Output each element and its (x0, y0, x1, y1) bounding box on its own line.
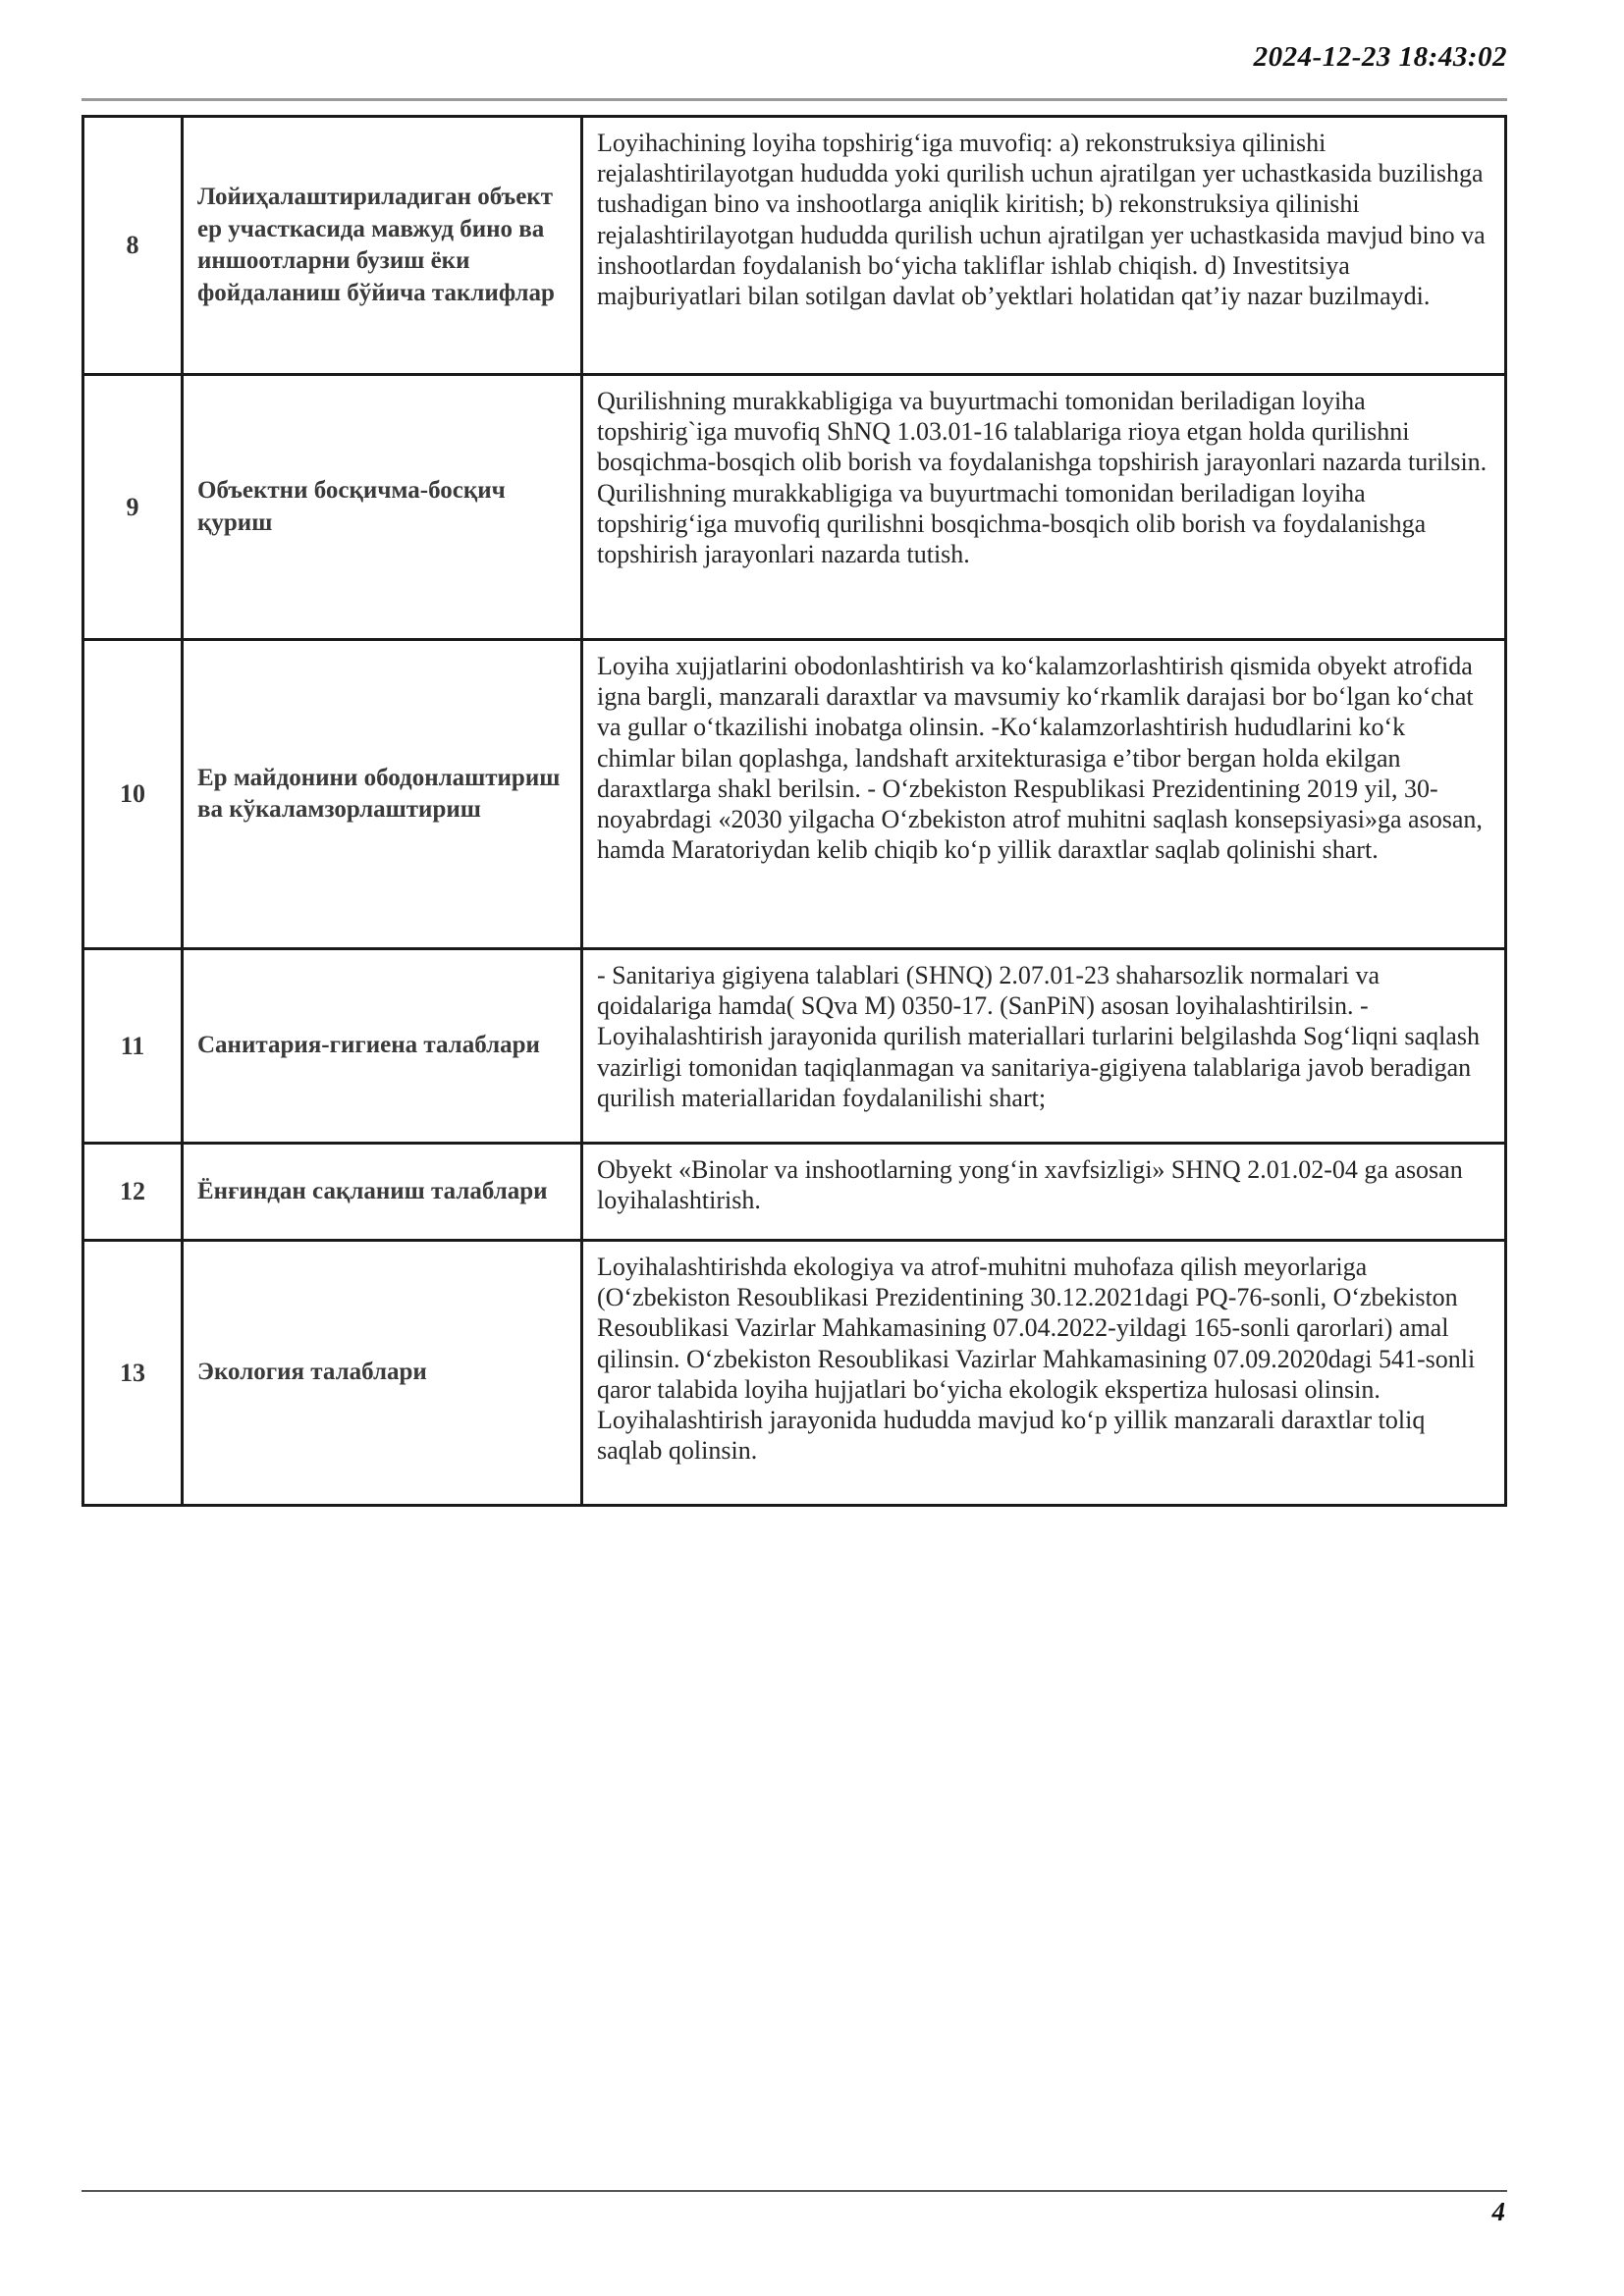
row-title: Лойиҳалаштириладиган объект ер участкасида мавжуд бино ва иншоотларни бузиш ёки фойдаланиш бўйича таклифлар (183, 117, 582, 375)
row-number: 12 (83, 1144, 183, 1241)
row-number: 11 (83, 949, 183, 1144)
row-content: Loyiha xujjatlarini obodonlashtirish va koʻkalamzorlashtirish qismida obyekt atrofida igna bargli, manzarali daraxtlar va mavsumiy koʻrkamlik darajasi bor boʻlgan koʻchat va gullar oʻtkazilishi inobatga olinsin. -Koʻkalamzorlashtirish hududlarini koʻk chimlar bilan qoplashga, landshaft arxitekturasiga e’tibor bergan holda ekilgan daraxtlarga shakl berilsin. - Oʻzbekiston Respublikasi Prezidentining 2019 yil, 30-noyabrdagi «2030 yilgacha Oʻzbekiston atrof muhitni saqlash konsepsiyasi»ga asosan, hamda Maratoriydan kelib chiqib koʻp yillik daraxtlar saqlab qolinishi shart. (582, 640, 1506, 949)
row-content: Qurilishning murakkabligiga va buyurtmachi tomonidan beriladigan loyiha topshirig`iga muvofiq ShNQ 1.03.01-16 talablariga rioya etgan holda qurilishni bosqichma-bosqich olib borish va foydalanishga topshirish jarayonlari nazarda turilsin. Qurilishning murakkabligiga va buyurtmachi tomonidan beriladigan loyiha topshirigʻiga muvofiq qurilishni bosqichma-bosqich olib borish va foydalanishga topshirish jarayonlari nazarda tutish. (582, 375, 1506, 640)
row-content: Loyihachining loyiha topshirigʻiga muvofiq: a) rekonstruksiya qilinishi rejalashtirilayotgan hududda yoki qurilish uchun ajratilgan yer uchastkasida buzilishga tushadigan bino va inshootlarga aniqlik kiritish; b) rekonstruksiya qilinishi rejalashtirilayotgan hududda qurilish uchun ajratilgan yer uchastkasida mavjud bino va inshootlardan foydalanish boʻyicha takliflar ishlab chiqish. d) Investitsiya majburiyatlari bilan sotilgan davlat ob’yektlari holatidan qat’iy nazar buzilmaydi. (582, 117, 1506, 375)
table-row (83, 949, 1506, 1144)
table-row (83, 117, 1506, 375)
requirements-table (81, 115, 1507, 1507)
row-title: Санитария-гигиена талаблари (183, 949, 582, 1144)
row-content: Loyihalashtirishda ekologiya va atrof-muhitni muhofaza qilish meyorlariga (Oʻzbekiston Resoublikasi Prezidentining 30.12.2021dagi PQ-76-sonli, Oʻzbekiston Resoublikasi Vazirlar Mahkamasining 07.04.2022-yildagi 165-sonli qarorlari) amal qilinsin. Oʻzbekiston Resoublikasi Vazirlar Mahkamasining 07.09.2020dagi 541-sonli qaror talabida loyiha hujjatlari boʻyicha ekologik ekspertiza hulosasi olinsin. Loyihalashtirish jarayonida hududda mavjud koʻp yillik manzarali daraxtlar toliq saqlab qolinsin. (582, 1241, 1506, 1506)
row-content: - Sanitariya gigiyena talablari (SHNQ) 2.07.01-23 shaharsozlik normalari va qoidalariga hamda( SQva M) 0350-17. (SanPiN) asosan loyihalashtirilsin. - Loyihalashtirish jarayonida qurilish materiallari turlarini belgilashda Sogʻliqni saqlash vazirligi tomonidan taqiqlanmagan va sanitariya-gigiyena talablariga javob beradigan qurilish materiallaridan foydalanilishi shart; (582, 949, 1506, 1144)
table-row (83, 1144, 1506, 1241)
table-row (83, 375, 1506, 640)
row-content: Obyekt «Binolar va inshootlarning yongʻin xavfsizligi» SHNQ 2.01.02-04 ga asosan loyihalashtirish. (582, 1144, 1506, 1241)
row-title: Ер майдонини ободонлаштириш ва кўкаламзорлаштириш (183, 640, 582, 949)
header-timestamp: 2024-12-23 18:43:02 (1253, 41, 1507, 73)
row-number: 9 (83, 375, 183, 640)
row-title: Объектни босқичма-босқич қуриш (183, 375, 582, 640)
row-number: 10 (83, 640, 183, 949)
footer-rule (81, 2190, 1507, 2192)
table-row (83, 640, 1506, 949)
page-number: 4 (1491, 2197, 1505, 2226)
row-number: 13 (83, 1241, 183, 1506)
header-rule (81, 98, 1507, 101)
table-row (83, 1241, 1506, 1506)
row-number: 8 (83, 117, 183, 375)
row-title: Ёнғиндан сақланиш талаблари (183, 1144, 582, 1241)
row-title: Экология талаблари (183, 1241, 582, 1506)
